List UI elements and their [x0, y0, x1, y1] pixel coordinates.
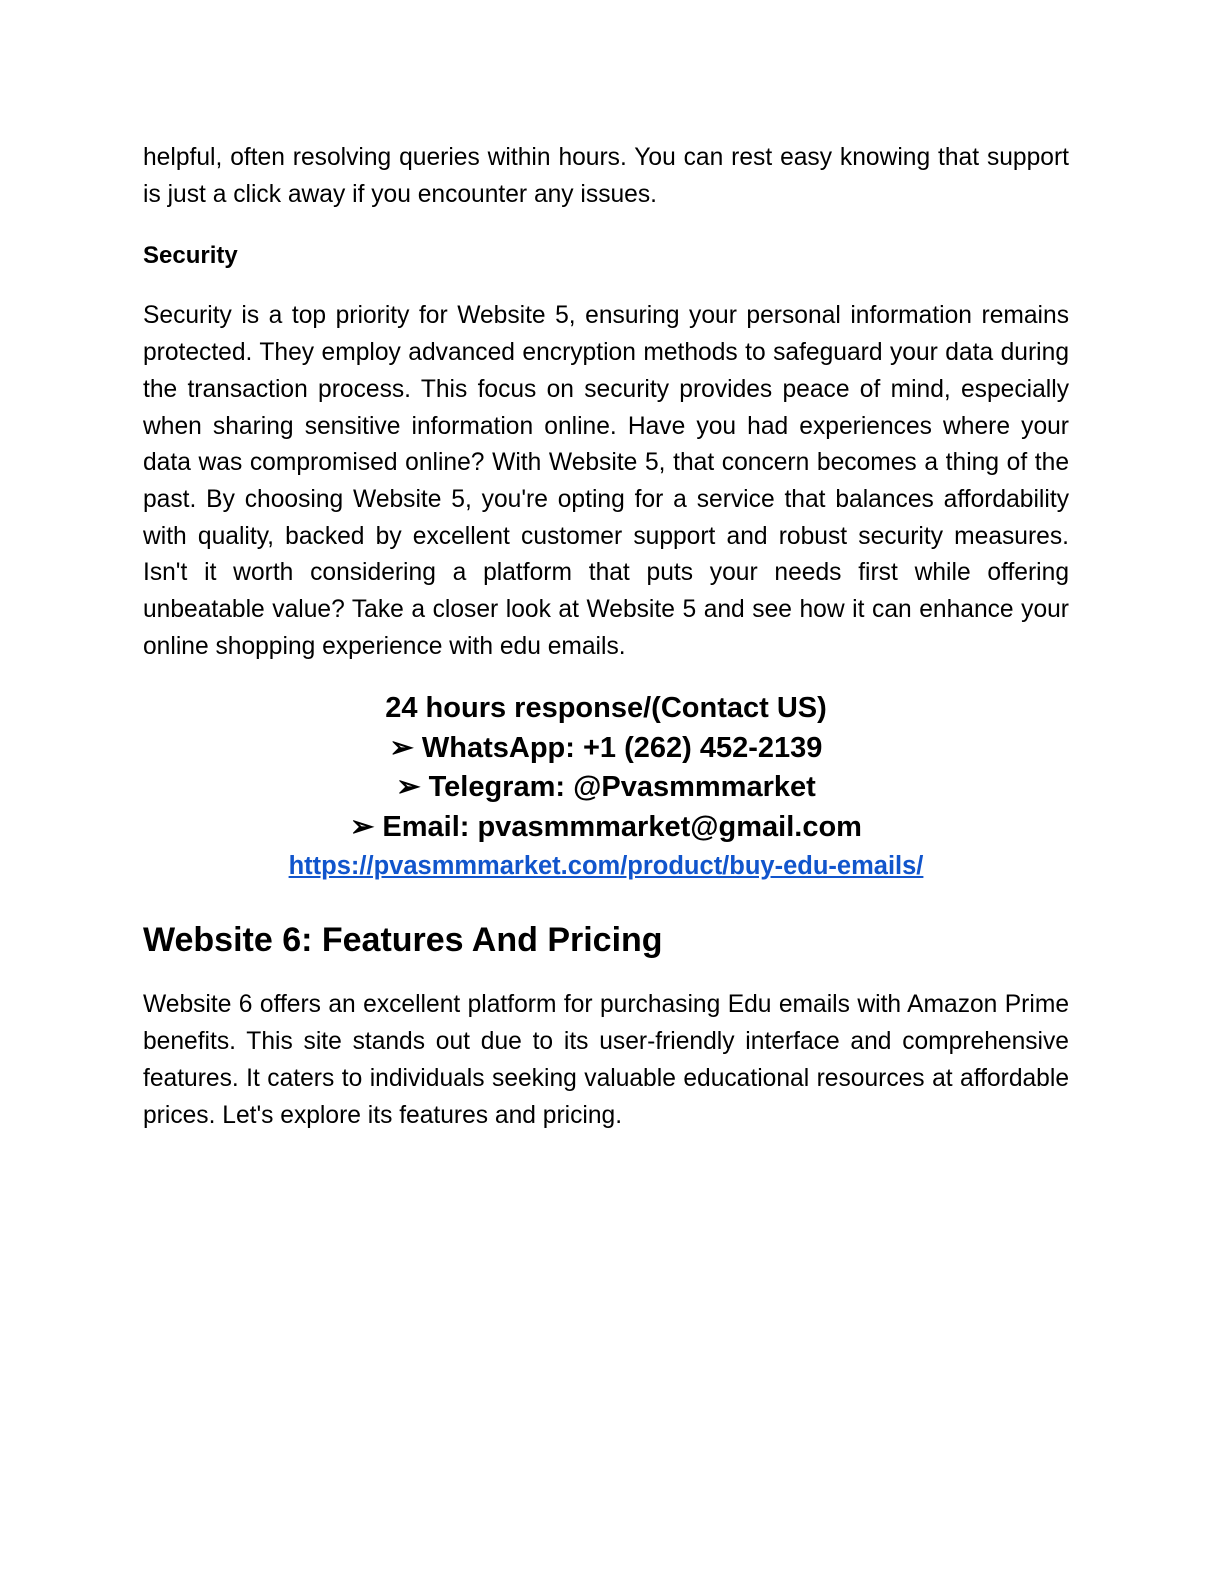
- contact-telegram: ➢ Telegram: @Pvasmmmarket: [396, 771, 816, 804]
- contact-whatsapp: ➢ WhatsApp: +1 (262) 452-2139: [389, 731, 823, 764]
- contact-email: ➢ Email: pvasmmmarket@gmail.com: [350, 810, 862, 843]
- product-link[interactable]: https://pvasmmmarket.com/product/buy-edu-emails/: [288, 852, 924, 881]
- security-paragraph: Security is a top priority for Website 5, ensuring your personal information remains protected. They employ advanced encryption methods to safeguard your data during the transaction process. This focus on security provides peace of mind, especially when sharing sensitive information online. Have you had experiences where your data was compromised online? With Website 5, that concern becomes a thing of the past. By choosing Website 5, you're opting for a service that balances affordability with quality, backed by excellent customer support and robust security measures. Isn't it worth considering a platform that puts your needs first while offering unbeatable value? Take a closer look at Website 5 and see how it can enhance your online shopping experience with edu emails.: [143, 302, 1069, 660]
- document-page: [143, 140, 1069, 1134]
- contact-block: [143, 689, 1069, 885]
- security-heading: Security: [143, 242, 238, 270]
- contact-title: 24 hours response/(Contact US): [385, 692, 827, 725]
- section-paragraph: Website 6 offers an excellent platform for purchasing Edu emails with Amazon Prime benefits. This site stands out due to its user-friendly interface and comprehensive features. It caters to individuals seeking valuable educational resources at affordable prices. Let's explore its features and pricing.: [143, 991, 1069, 1129]
- section-heading: Website 6: Features And Pricing: [143, 921, 663, 960]
- intro-paragraph: helpful, often resolving queries within hours. You can rest easy knowing that support is just a click away if you encounter any issues.: [143, 144, 1069, 208]
